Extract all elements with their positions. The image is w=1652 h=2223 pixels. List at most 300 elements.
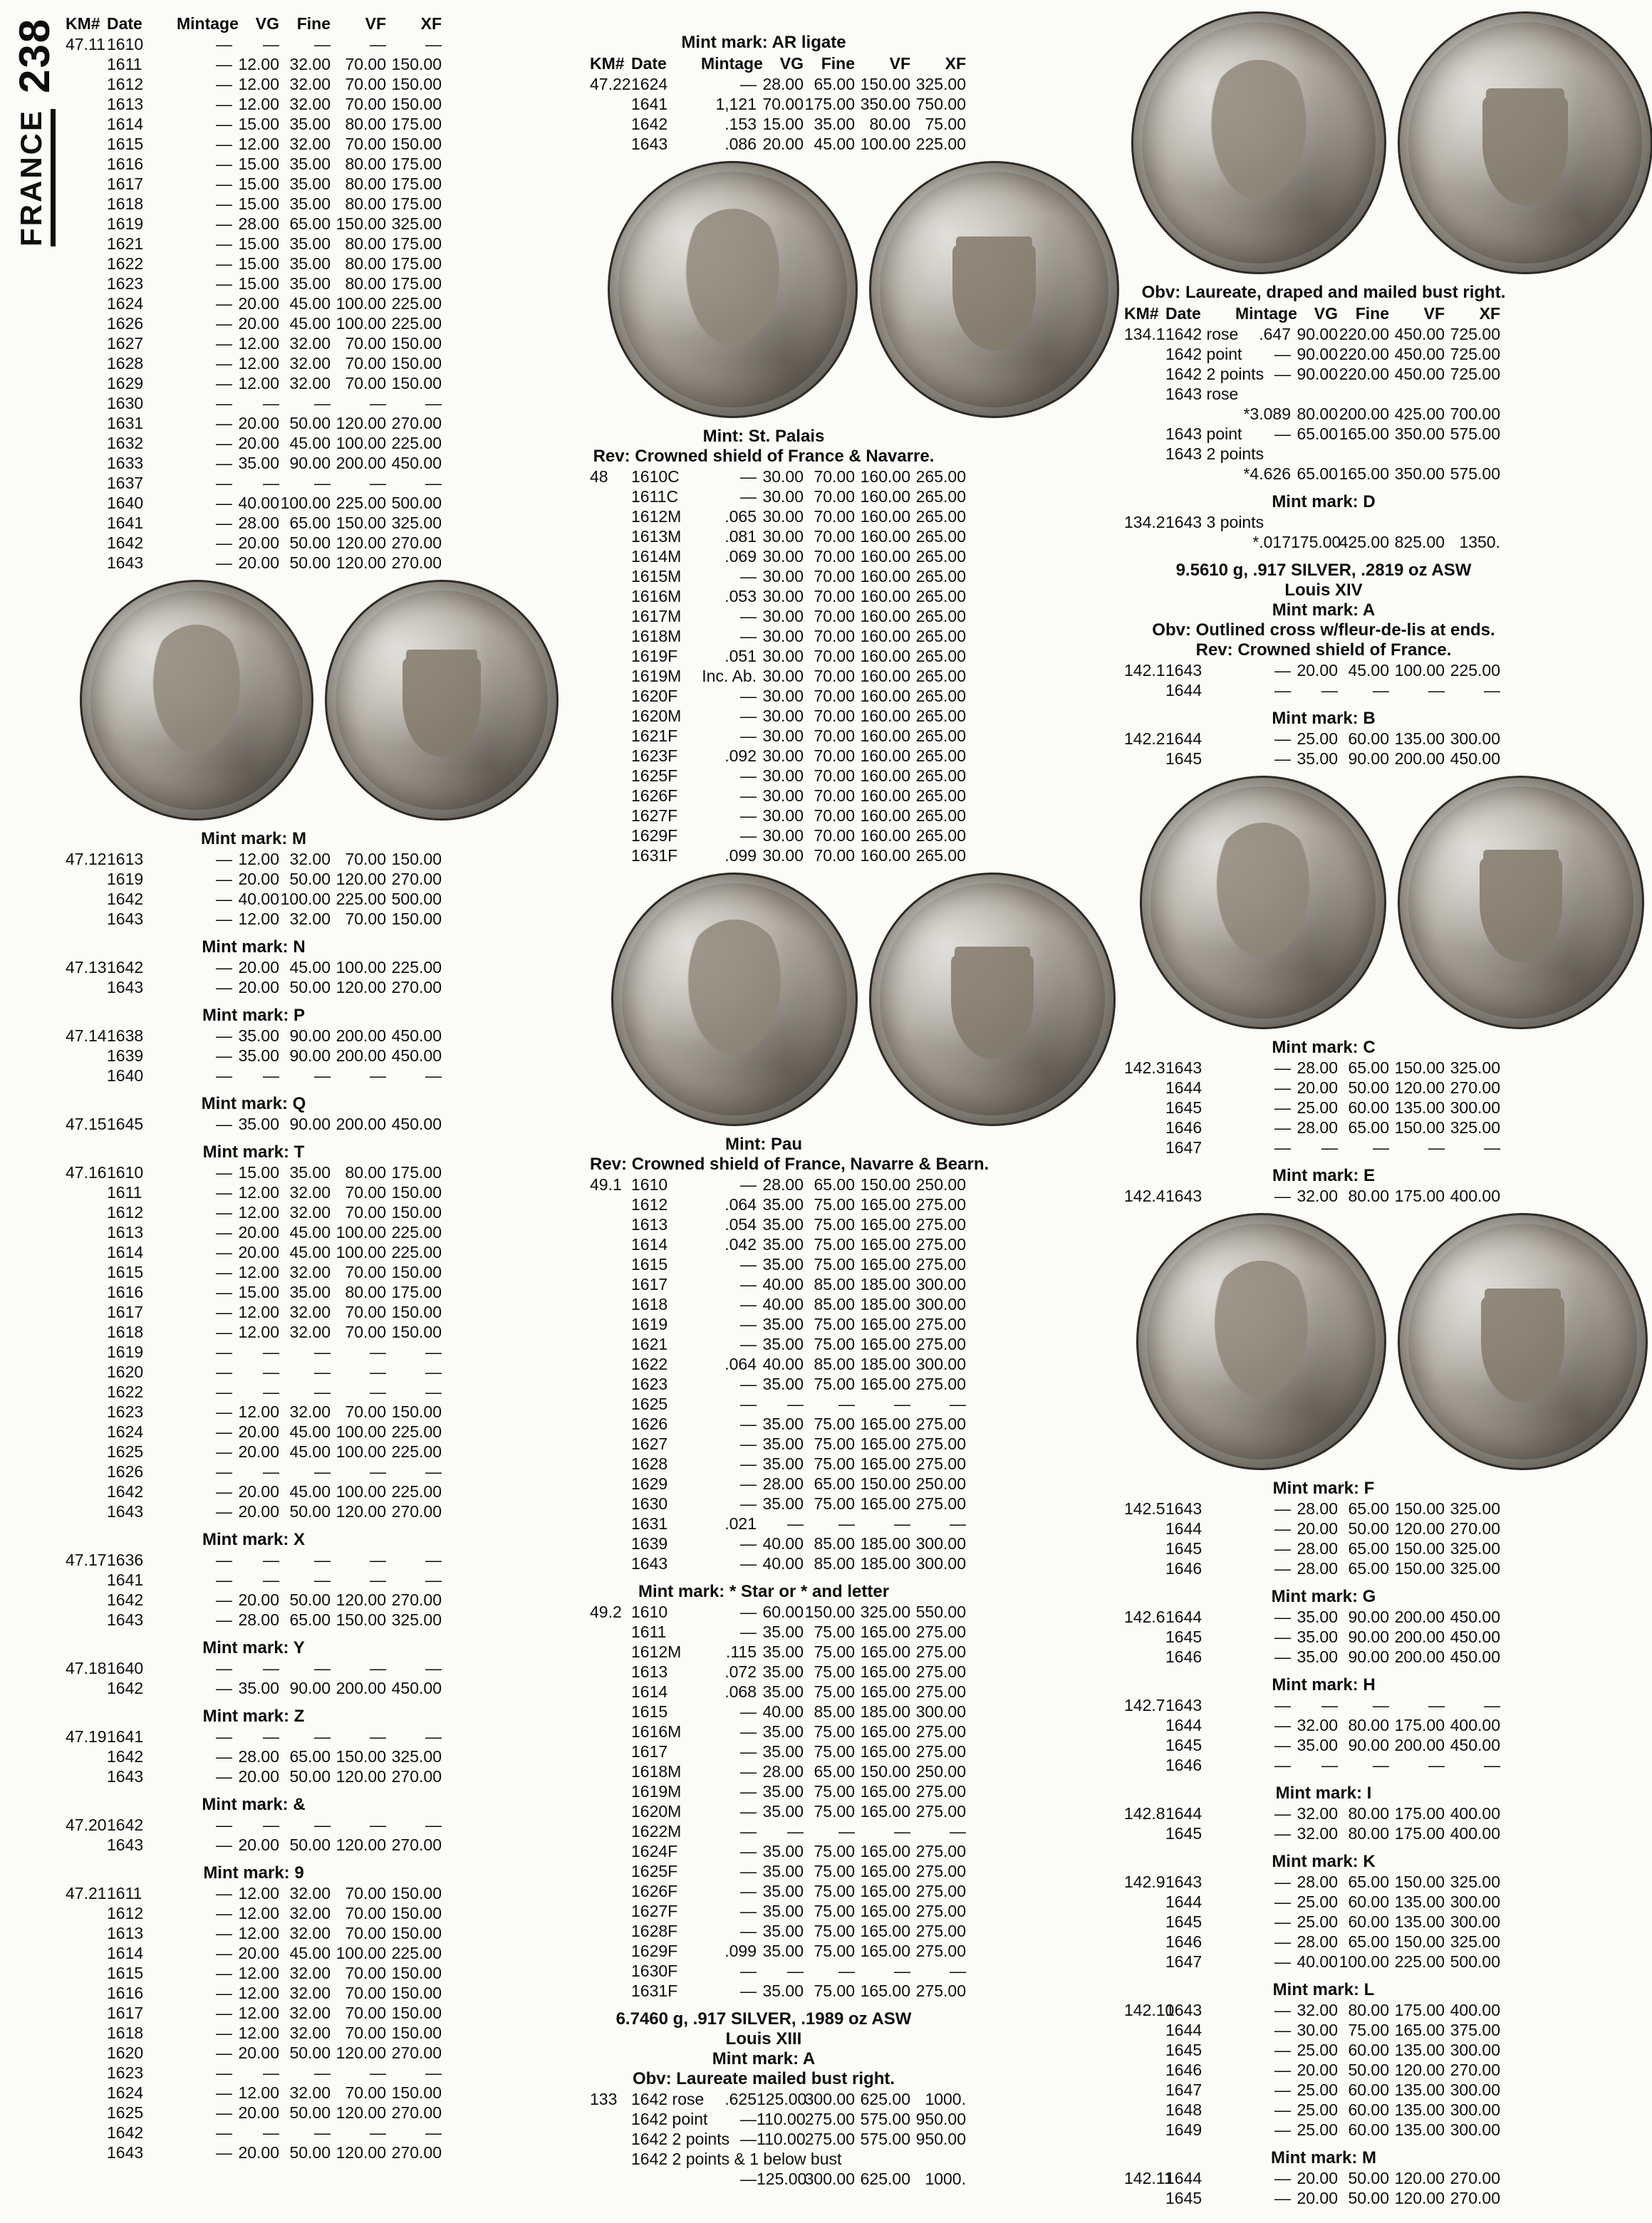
cell-fine: 45.00 bbox=[1348, 661, 1389, 680]
cell-fine: — bbox=[314, 35, 331, 53]
cell-km bbox=[1124, 1539, 1165, 1558]
cell-xf: 950.00 bbox=[915, 2110, 966, 2128]
cell-date: 1622M bbox=[631, 1822, 682, 1841]
cell-fine: 90.00 bbox=[1348, 1647, 1389, 1666]
cell-fine: 50.00 bbox=[289, 1767, 331, 1786]
cell-date: 1619 bbox=[107, 214, 144, 233]
cell-vf: 120.00 bbox=[336, 1502, 386, 1521]
cell-km bbox=[590, 786, 631, 806]
cell-mintage: — bbox=[216, 1026, 232, 1045]
cell-xf bbox=[910, 2149, 966, 2169]
cell-vf: 200.00 bbox=[1394, 1608, 1445, 1626]
table-row bbox=[1124, 1186, 1523, 1206]
cell-vg: 12.00 bbox=[238, 1884, 279, 1902]
cell-date: 1617 bbox=[107, 1303, 144, 1321]
cell-mintage: — bbox=[1274, 1078, 1291, 1097]
cell-mintage: — bbox=[1274, 1716, 1291, 1734]
cell-mintage: — bbox=[216, 1462, 232, 1481]
cell-vg: 20.00 bbox=[1297, 2061, 1338, 2079]
cell-vg: 35.00 bbox=[762, 1842, 804, 1860]
cell-km bbox=[66, 1903, 107, 1923]
cell-vf: 80.00 bbox=[345, 1163, 386, 1182]
cell-fine: 75.00 bbox=[814, 1922, 855, 1940]
cell-vg: 30.00 bbox=[762, 527, 804, 546]
cell-km bbox=[66, 2003, 107, 2023]
cell-mintage: — bbox=[216, 1323, 232, 1341]
cell-fine: 70.00 bbox=[814, 826, 855, 845]
cell-km bbox=[590, 1194, 631, 1214]
cell-fine: 150.00 bbox=[804, 1603, 855, 1621]
cell-mintage: — bbox=[216, 294, 232, 313]
cell-fine: 75.00 bbox=[814, 1415, 855, 1433]
coin-obverse-photo bbox=[611, 873, 858, 1126]
cell-mintage: — bbox=[1274, 1893, 1291, 1911]
section-heading: Mint mark: Y bbox=[202, 1638, 305, 1657]
cell-km bbox=[590, 486, 631, 506]
section-heading: Mint mark: A bbox=[712, 2049, 816, 2068]
cell-vg: 35.00 bbox=[762, 1922, 804, 1940]
cell-km bbox=[590, 1534, 631, 1553]
cell-fine: 32.00 bbox=[289, 1924, 331, 1942]
cell-fine: 165.00 bbox=[1339, 464, 1389, 483]
cell-date: 1643 rose bbox=[1165, 385, 1239, 403]
table-row bbox=[66, 2043, 442, 2063]
cell-date: 1643 bbox=[1165, 661, 1202, 680]
cell-xf: 450.00 bbox=[391, 1026, 442, 1045]
cell-km bbox=[1124, 1952, 1165, 1972]
table-row bbox=[1124, 1872, 1523, 1892]
cell-vg: 30.00 bbox=[762, 846, 804, 865]
cell-vg: 20.00 bbox=[238, 414, 279, 432]
cell-vg: 35.00 bbox=[762, 1315, 804, 1333]
table-row bbox=[1124, 1892, 1523, 1912]
table-row bbox=[590, 2109, 966, 2129]
cell-mintage: — bbox=[216, 890, 232, 908]
cell-vf: 160.00 bbox=[860, 527, 910, 546]
cell-xf: 275.00 bbox=[915, 1195, 966, 1214]
cell-xf: 300.00 bbox=[1450, 1912, 1500, 1931]
table-row bbox=[66, 849, 442, 869]
cell-fine: 65.00 bbox=[1348, 1559, 1389, 1578]
cell-vf: 575.00 bbox=[860, 2130, 910, 2148]
cell-mintage: — bbox=[740, 1742, 757, 1761]
section-heading: Rev: Crowned shield of France. bbox=[1195, 640, 1452, 660]
cell-vg bbox=[1291, 444, 1338, 464]
cell-km bbox=[1124, 1519, 1165, 1539]
cell-fine: 65.00 bbox=[289, 1747, 331, 1766]
cell-fine: 300.00 bbox=[804, 2090, 855, 2108]
cell-fine: — bbox=[838, 1395, 855, 1413]
cell-xf: 175.00 bbox=[391, 115, 442, 133]
cell-vf: 150.00 bbox=[336, 214, 386, 233]
cell-fine: 45.00 bbox=[289, 1243, 331, 1261]
cell-xf: 150.00 bbox=[391, 75, 442, 93]
cell-date: 1643 bbox=[631, 135, 668, 153]
cell-vf: 450.00 bbox=[1394, 345, 1445, 363]
cell-vg: 20.00 bbox=[238, 1502, 279, 1521]
cell-xf: 300.00 bbox=[915, 1702, 966, 1721]
cell-fine: 70.00 bbox=[814, 527, 855, 546]
cell-mintage: — bbox=[216, 1944, 232, 1962]
cell-km: 47.11 bbox=[66, 35, 105, 53]
cell-date: 1615 bbox=[107, 135, 144, 153]
cell-km bbox=[590, 1981, 631, 2001]
table-row bbox=[66, 1302, 442, 1322]
column-header-vg: VG bbox=[779, 54, 804, 73]
cell-mintage: — bbox=[216, 1727, 232, 1746]
cell-date: 1648 bbox=[1165, 2100, 1202, 2119]
cell-vg: 30.00 bbox=[762, 826, 804, 845]
cell-date: 1616M bbox=[631, 587, 682, 605]
cell-fine: 32.00 bbox=[289, 2024, 331, 2042]
cell-km bbox=[590, 1434, 631, 1454]
cell-vg: 15.00 bbox=[238, 274, 279, 293]
cell-xf: 275.00 bbox=[915, 1882, 966, 1900]
cell-vg: — bbox=[1321, 681, 1338, 699]
cell-fine: 65.00 bbox=[814, 1474, 855, 1493]
table-row bbox=[590, 1374, 966, 1394]
cell-mintage: — bbox=[216, 1767, 232, 1786]
cell-xf: 225.00 bbox=[391, 434, 442, 452]
cell-km bbox=[1124, 2060, 1165, 2080]
cell-xf: 270.00 bbox=[391, 1591, 442, 1609]
table-row bbox=[590, 845, 966, 865]
table-row bbox=[66, 1883, 442, 1903]
table-row bbox=[66, 1903, 442, 1923]
cell-date: 1641 bbox=[107, 1571, 144, 1589]
cell-vf: 165.00 bbox=[860, 1195, 910, 1214]
cell-km bbox=[66, 353, 107, 373]
cell-fine: 50.00 bbox=[1348, 2189, 1389, 2207]
cell-mintage: — bbox=[740, 1454, 757, 1473]
cell-vg: 20.00 bbox=[238, 1442, 279, 1461]
cell-vf: 225.00 bbox=[336, 494, 386, 512]
cell-km: 142.2 bbox=[1124, 729, 1165, 748]
cell-mintage: — bbox=[1274, 1932, 1291, 1951]
cell-km: 142.3 bbox=[1124, 1058, 1165, 1077]
cell-fine: 80.00 bbox=[1348, 1824, 1389, 1843]
cell-date: 1627F bbox=[631, 806, 678, 825]
cell-vf: — bbox=[894, 1395, 910, 1413]
column-header-date: Date bbox=[1165, 304, 1201, 323]
cell-fine: 35.00 bbox=[289, 234, 331, 253]
cell-vf: 200.00 bbox=[336, 1026, 386, 1045]
cell-vg: — bbox=[1321, 1138, 1338, 1157]
cell-date: 1643 bbox=[107, 978, 144, 996]
cell-vf: 165.00 bbox=[860, 1375, 910, 1393]
cell-km bbox=[66, 433, 107, 453]
cell-vf: 625.00 bbox=[860, 2170, 910, 2188]
cell-km bbox=[66, 313, 107, 333]
table-row bbox=[590, 1194, 966, 1214]
cell-vf: 165.00 bbox=[860, 1335, 910, 1353]
cell-vf bbox=[855, 2149, 910, 2169]
cell-fine: 32.00 bbox=[289, 1183, 331, 1202]
cell-fine: 80.00 bbox=[1348, 1187, 1389, 1205]
cell-km: 48 bbox=[590, 467, 608, 486]
cell-fine: 65.00 bbox=[289, 514, 331, 532]
cell-vf: 225.00 bbox=[336, 890, 386, 908]
cell-date: 1642 point bbox=[1165, 345, 1242, 363]
cell-km bbox=[590, 1254, 631, 1274]
cell-vf: 165.00 bbox=[860, 1494, 910, 1513]
cell-xf: 275.00 bbox=[915, 1454, 966, 1473]
cell-date: 1646 bbox=[1165, 1559, 1202, 1578]
cell-date: 1647 bbox=[1165, 1138, 1202, 1157]
cell-xf: 270.00 bbox=[1450, 1519, 1500, 1538]
table-row bbox=[1124, 1519, 1523, 1539]
cell-vf: — bbox=[370, 394, 386, 412]
cell-date: 1643 bbox=[107, 1610, 144, 1629]
cell-km bbox=[66, 1202, 107, 1222]
cell-vf: 165.00 bbox=[860, 1802, 910, 1821]
table-row bbox=[590, 786, 966, 806]
cell-vf: 135.00 bbox=[1394, 2081, 1445, 2099]
cell-fine: 75.00 bbox=[814, 1195, 855, 1214]
column-header-fine: Fine bbox=[821, 54, 855, 73]
cell-xf: 150.00 bbox=[391, 1323, 442, 1341]
cell-xf: 275.00 bbox=[915, 1335, 966, 1353]
cell-xf: 75.00 bbox=[925, 115, 966, 133]
cell-fine: 60.00 bbox=[1348, 2120, 1389, 2139]
cell-xf: 225.00 bbox=[391, 958, 442, 977]
cell-mintage: — bbox=[740, 487, 757, 506]
cell-vf: 175.00 bbox=[1394, 1824, 1445, 1843]
cell-mintage: — bbox=[216, 1343, 232, 1361]
cell-vg: — bbox=[263, 1659, 279, 1677]
cell-vg: — bbox=[787, 1822, 804, 1841]
cell-km bbox=[590, 1294, 631, 1314]
cell-vg: 12.00 bbox=[238, 1183, 279, 1202]
cell-vg: 90.00 bbox=[1297, 325, 1338, 343]
cell-vg bbox=[1291, 384, 1338, 404]
cell-date: 1619 bbox=[107, 870, 144, 888]
cell-km bbox=[590, 1901, 631, 1921]
cell-date: 1627 bbox=[631, 1435, 668, 1453]
cell-km: 142.10 bbox=[1124, 2001, 1175, 2019]
cell-vg: 30.00 bbox=[762, 727, 804, 745]
cell-mintage: .051 bbox=[724, 647, 757, 665]
cell-date: 1614 bbox=[631, 1235, 668, 1254]
cell-vg: — bbox=[263, 1727, 279, 1746]
table-row bbox=[1124, 1755, 1523, 1775]
cell-xf: 150.00 bbox=[391, 334, 442, 353]
cell-km bbox=[1124, 749, 1165, 769]
cell-vf: 575.00 bbox=[860, 2110, 910, 2128]
cell-mintage: — bbox=[1274, 1118, 1291, 1137]
cell-date: 1610 bbox=[107, 35, 144, 53]
cell-fine: 85.00 bbox=[814, 1275, 855, 1293]
cell-fine: 85.00 bbox=[814, 1534, 855, 1553]
cell-xf: 270.00 bbox=[391, 978, 442, 996]
cell-xf: 325.00 bbox=[391, 1610, 442, 1629]
cell-fine: 75.00 bbox=[814, 1982, 855, 2000]
cell-fine: 65.00 bbox=[1348, 1539, 1389, 1558]
cell-date: 1612 bbox=[107, 1203, 144, 1222]
cell-mintage: — bbox=[216, 254, 232, 273]
cell-vf: 80.00 bbox=[345, 254, 386, 273]
cell-vf: — bbox=[1428, 1696, 1445, 1714]
table-row bbox=[66, 1462, 442, 1482]
cell-vg bbox=[757, 2149, 804, 2169]
column-header-mintage: Mintage bbox=[701, 54, 763, 73]
table-row bbox=[66, 977, 442, 997]
cell-date: 1617 bbox=[107, 2004, 144, 2022]
cell-mintage: — bbox=[216, 1816, 232, 1834]
cell-xf: 300.00 bbox=[915, 1554, 966, 1573]
cell-vf: — bbox=[894, 1822, 910, 1841]
table-row bbox=[590, 1702, 966, 1722]
cell-fine: 32.00 bbox=[289, 1303, 331, 1321]
cell-date: 1623 bbox=[631, 1375, 668, 1393]
cell-xf: 270.00 bbox=[1450, 2169, 1500, 2187]
cell-xf: — bbox=[425, 2063, 442, 2082]
cell-xf: 150.00 bbox=[391, 1303, 442, 1321]
cell-xf: 270.00 bbox=[391, 1767, 442, 1786]
cell-mintage: — bbox=[740, 1295, 757, 1313]
cell-xf: 300.00 bbox=[1450, 2120, 1500, 2139]
cell-vf: — bbox=[894, 1514, 910, 1533]
cell-xf: 300.00 bbox=[915, 1355, 966, 1373]
cell-fine: 35.00 bbox=[289, 115, 331, 133]
cell-xf: — bbox=[425, 394, 442, 412]
cell-date: 1622 bbox=[107, 1383, 144, 1401]
cell-date: 1613M bbox=[631, 527, 682, 546]
cell-km bbox=[1124, 424, 1165, 444]
cell-date: 1646 bbox=[1165, 1932, 1202, 1951]
cell-vg: 125.00 bbox=[757, 2170, 807, 2188]
cell-date: 1618 bbox=[631, 1295, 668, 1313]
catalog-column-middle bbox=[590, 24, 989, 2189]
cell-km: 47.14 bbox=[66, 1026, 107, 1045]
cell-vf: 70.00 bbox=[345, 1964, 386, 1982]
cell-mintage: — bbox=[216, 1402, 232, 1421]
cell-date: 1620M bbox=[631, 707, 682, 725]
cell-xf: 150.00 bbox=[391, 2004, 442, 2022]
cell-mintage: — bbox=[216, 1679, 232, 1697]
section-heading: Louis XIII bbox=[725, 2029, 802, 2048]
table-row bbox=[1124, 1932, 1523, 1952]
cell-vg: 35.00 bbox=[1297, 1628, 1338, 1646]
table-row bbox=[1124, 424, 1523, 444]
table-row bbox=[590, 1821, 966, 1841]
cell-xf: 575.00 bbox=[1450, 425, 1500, 443]
cell-mintage: — bbox=[1274, 365, 1291, 383]
table-row bbox=[66, 1815, 442, 1835]
cell-vg bbox=[1291, 512, 1338, 532]
cell-vf: 185.00 bbox=[860, 1295, 910, 1313]
cell-date: 1643 bbox=[1165, 1873, 1202, 1891]
cell-date: 1641 bbox=[107, 514, 144, 532]
table-row bbox=[590, 1801, 966, 1821]
cell-fine: 45.00 bbox=[289, 1944, 331, 1962]
cell-fine: 65.00 bbox=[814, 1762, 855, 1781]
cell-km: 47.17 bbox=[66, 1551, 107, 1569]
cell-xf: 1000. bbox=[925, 2090, 966, 2108]
cell-mintage: — bbox=[216, 374, 232, 392]
cell-vg: 12.00 bbox=[238, 75, 279, 93]
cell-vf: 120.00 bbox=[336, 553, 386, 572]
cell-vg: 20.00 bbox=[1297, 661, 1338, 680]
cell-date: 1620 bbox=[107, 1363, 144, 1381]
cell-km bbox=[66, 154, 107, 174]
cell-date: 1619 bbox=[631, 1315, 668, 1333]
table-row bbox=[1124, 1137, 1523, 1157]
cell-vg: 35.00 bbox=[762, 1494, 804, 1513]
cell-date: 1616M bbox=[631, 1722, 682, 1741]
cell-mintage: — bbox=[740, 2170, 757, 2188]
cell-km bbox=[590, 1553, 631, 1573]
cell-km bbox=[66, 1983, 107, 2003]
cell-vf: 165.00 bbox=[860, 1882, 910, 1900]
cell-mintage: — bbox=[216, 414, 232, 432]
cell-mintage: — bbox=[1274, 1559, 1291, 1578]
cell-mintage: — bbox=[740, 1255, 757, 1274]
column-header-date: Date bbox=[631, 54, 667, 73]
cell-vg: 20.00 bbox=[238, 2103, 279, 2122]
cell-fine: 45.00 bbox=[289, 958, 331, 977]
table-row bbox=[1124, 729, 1523, 749]
cell-mintage: — bbox=[216, 1904, 232, 1922]
cell-vg: 28.00 bbox=[762, 1474, 804, 1493]
cell-vf: 350.00 bbox=[1394, 464, 1445, 483]
cell-km bbox=[590, 746, 631, 766]
cell-fine: 425.00 bbox=[1339, 533, 1389, 551]
cell-km bbox=[66, 533, 107, 553]
cell-vf: 120.00 bbox=[336, 414, 386, 432]
cell-xf: 725.00 bbox=[1450, 365, 1500, 383]
cell-km bbox=[1124, 1932, 1165, 1952]
table-row bbox=[1124, 2000, 1523, 2020]
column-header-fine: Fine bbox=[296, 14, 331, 33]
cell-date: 1645 bbox=[1165, 1824, 1202, 1843]
cell-km bbox=[1124, 1892, 1165, 1912]
cell-km bbox=[590, 94, 631, 114]
cell-vg: 28.00 bbox=[1297, 1539, 1338, 1558]
cell-vg: 15.00 bbox=[238, 1163, 279, 1182]
cell-date: 1642 bbox=[107, 2123, 144, 2142]
cell-vf: 100.00 bbox=[336, 1243, 386, 1261]
cell-vf: 160.00 bbox=[860, 806, 910, 825]
table-row bbox=[1124, 1803, 1523, 1823]
cell-vg: 28.00 bbox=[1297, 1118, 1338, 1137]
cell-date: 1644 bbox=[1165, 1608, 1202, 1626]
cell-vf: 70.00 bbox=[345, 354, 386, 373]
cell-km bbox=[590, 686, 631, 706]
cell-xf: 265.00 bbox=[915, 667, 966, 685]
section-heading: Mint mark: P bbox=[202, 1006, 306, 1025]
cell-mintage: — bbox=[740, 567, 757, 585]
cell-mintage: — bbox=[216, 1836, 232, 1854]
table-row bbox=[590, 114, 966, 134]
cell-fine: — bbox=[314, 1816, 331, 1834]
table-row bbox=[66, 154, 442, 174]
cell-vf: 165.00 bbox=[860, 1862, 910, 1880]
cell-date: 1625F bbox=[631, 766, 678, 785]
table-row bbox=[66, 1402, 442, 1422]
table-row bbox=[66, 1382, 442, 1402]
cell-km bbox=[66, 1963, 107, 1983]
cell-fine: 90.00 bbox=[1348, 749, 1389, 768]
cell-vg: 30.00 bbox=[762, 547, 804, 566]
table-row bbox=[1124, 1607, 1523, 1627]
cell-vg: 70.00 bbox=[762, 95, 804, 113]
cell-vf: — bbox=[370, 35, 386, 53]
table-row bbox=[66, 393, 442, 413]
cell-vg: 32.00 bbox=[1297, 1824, 1338, 1843]
cell-xf: 950.00 bbox=[915, 2130, 966, 2148]
cell-vf: 160.00 bbox=[860, 567, 910, 585]
